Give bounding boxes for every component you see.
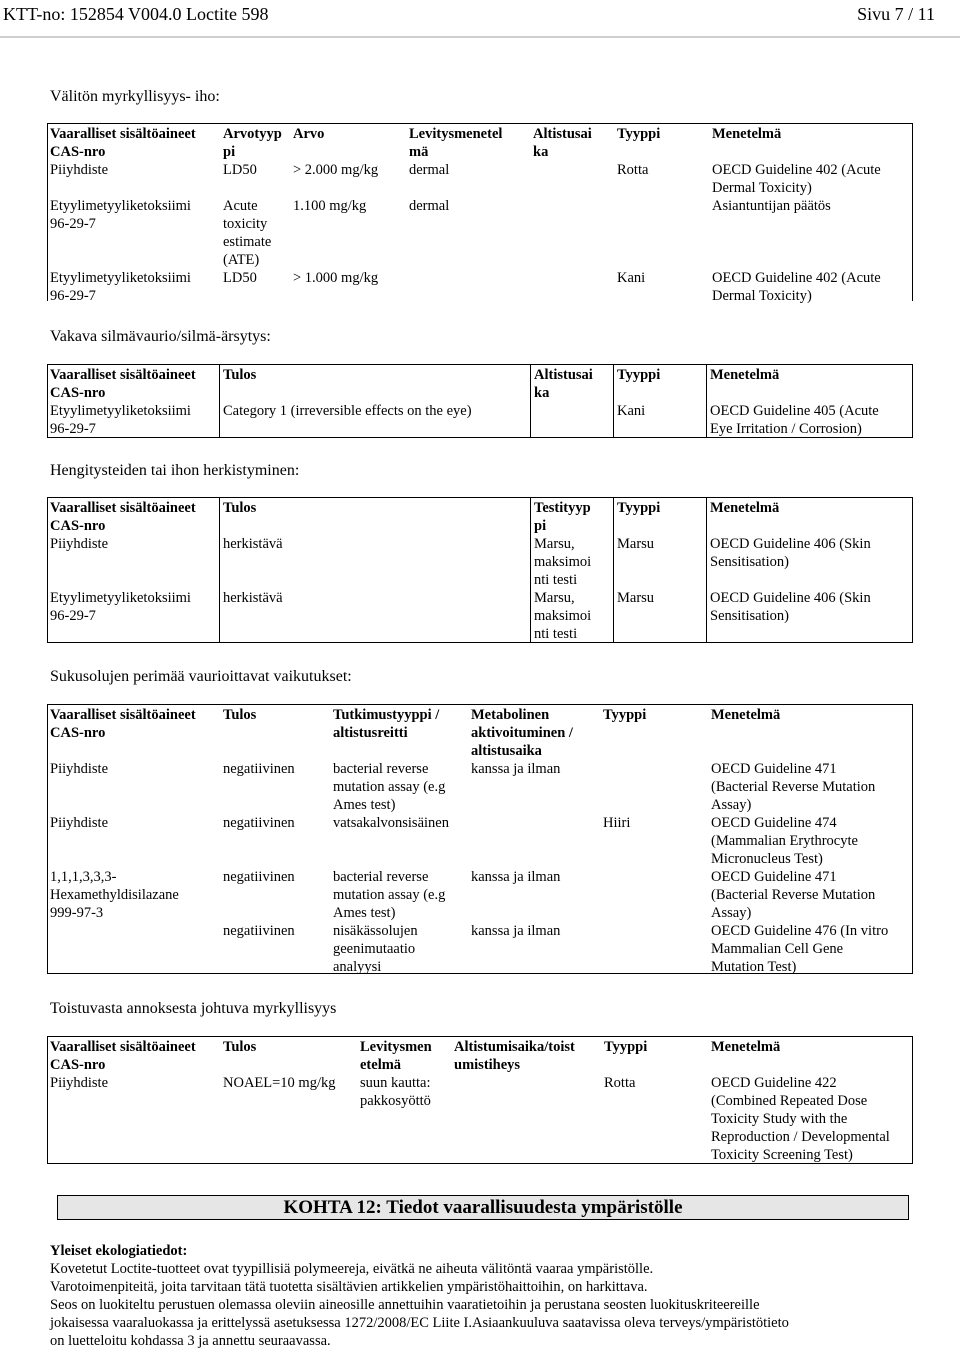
table-cell: Etyylimetyyliketoksiimi 96-29-7	[50, 270, 191, 304]
table-cell: Kani	[617, 403, 646, 419]
table-row	[47, 161, 913, 197]
section-title-sensitisation: Hengitysteiden tai ihon herkistyminen:	[50, 462, 300, 479]
column-header: Menetelmä	[711, 707, 781, 723]
table-cell: Marsu, maksimoi nti testi	[534, 590, 592, 642]
table-cell: nisäkässolujen geenimutaatio analyysi	[333, 923, 418, 975]
column-header: Menetelmä	[710, 367, 780, 383]
column-header: Altistusai ka	[534, 367, 593, 401]
column-header: Tulos	[223, 367, 257, 383]
table-cell	[468, 814, 600, 868]
table-cell: OECD Guideline 402 (Acute Dermal Toxicity)	[712, 162, 881, 196]
column-header: Tyyppi	[617, 126, 661, 142]
table-cell: Rotta	[604, 1075, 636, 1091]
table-row	[47, 269, 913, 305]
column-header: Vaaralliset sisältöaineet CAS-nro	[50, 126, 196, 160]
table-cell: vatsakalvonsisäinen	[333, 815, 449, 831]
ecology-line: jokaisessa vaaraluokassa ja erittelyssä asetuksessa 1272/2008/EC Liite I.Asiaankuuluva saatavissa oleva terveys/ympäristötieto	[50, 1315, 789, 1331]
table-cell: negatiivinen	[223, 923, 295, 939]
table-row	[47, 760, 913, 814]
column-header: Altistusai ka	[533, 126, 592, 160]
section-title-mutagenicity: Sukusolujen perimää vaurioittavat vaikutukset:	[50, 668, 352, 685]
table-row	[47, 1074, 913, 1164]
column-header: Tulos	[223, 707, 257, 723]
table-cell: Marsu	[617, 590, 655, 606]
table-cell: negatiivinen	[223, 761, 295, 777]
column-header: Tyyppi	[617, 367, 661, 383]
table-cell: bacterial reverse mutation assay (e.g Ames test)	[333, 869, 446, 921]
table-cell: OECD Guideline 476 (In vitro Mammalian Cell Gene Mutation Test)	[711, 923, 889, 975]
table-cell: kanssa ja ilman	[471, 761, 561, 777]
table-header-row	[47, 1038, 913, 1074]
table-cell: OECD Guideline 474 (Mammalian Erythrocyte Micronucleus Test)	[711, 815, 858, 867]
table-cell: Piiyhdiste	[50, 815, 109, 831]
table-cell: suun kautta: pakkosyöttö	[360, 1075, 431, 1109]
table-cell: herkistävä	[223, 590, 283, 606]
column-header: Tulos	[223, 1039, 257, 1055]
column-header: Metabolinen aktivoituminen / altistusaika	[471, 707, 573, 759]
section-title-repeated-dose: Toistuvasta annoksesta johtuva myrkyllisyys	[50, 1000, 337, 1017]
column-header: Arvo	[293, 126, 325, 142]
section-title-eye-damage: Vakava silmävaurio/silmä-ärsytys:	[50, 328, 271, 345]
table-cell: Piiyhdiste	[50, 162, 109, 178]
table-row	[47, 197, 913, 269]
table-cell: OECD Guideline 471 (Bacterial Reverse Mutation Assay)	[711, 869, 876, 921]
section-title-acute-dermal: Välitön myrkyllisyys- iho:	[50, 88, 220, 105]
ecology-info	[50, 1242, 950, 1350]
table-cell: NOAEL=10 mg/kg	[223, 1075, 336, 1091]
table-cell: Category 1 (irreversible effects on the eye)	[223, 403, 472, 419]
table-cell: Piiyhdiste	[50, 536, 109, 552]
table-cell: Acute toxicity estimate (ATE)	[223, 198, 272, 268]
table-header-row	[47, 499, 913, 535]
table-cell: LD50	[223, 270, 257, 286]
table-cell	[614, 197, 709, 269]
table-cell: Rotta	[617, 162, 649, 178]
ecology-line: Varotoimenpiteitä, joita tarvitaan tätä tuotetta sisältävien artikkelien ympäristöhaittoihin, on harkittava.	[50, 1279, 648, 1295]
column-header: Menetelmä	[712, 126, 782, 142]
table-cell: LD50	[223, 162, 257, 178]
table-cell: negatiivinen	[223, 815, 295, 831]
page-header	[0, 0, 960, 34]
table-cell	[600, 760, 708, 814]
table-cell: kanssa ja ilman	[471, 923, 561, 939]
table-header-row	[47, 125, 913, 161]
table-cell: Etyylimetyyliketoksiimi 96-29-7	[50, 590, 191, 624]
table-cell: 1,1,1,3,3,3- Hexamethyldisilazane 999-97-3	[50, 869, 179, 921]
column-header: Tyyppi	[604, 1039, 648, 1055]
column-header: Tyyppi	[603, 707, 647, 723]
table-cell: Piiyhdiste	[50, 761, 109, 777]
table-cell: OECD Guideline 405 (Acute Eye Irritation / Corrosion)	[710, 403, 879, 437]
table-cell: Marsu, maksimoi nti testi	[534, 536, 592, 588]
column-header: Levitysmenetel mä	[409, 126, 503, 160]
table-cell: Etyylimetyyliketoksiimi 96-29-7	[50, 403, 191, 437]
ecology-line: Kovetetut Loctite-tuotteet ovat tyypillisiä polymeereja, eivätkä ne aiheuta välitöntä vaaraa ympäristölle.	[50, 1261, 654, 1277]
table-cell: > 2.000 mg/kg	[293, 162, 379, 178]
table-row	[47, 402, 913, 438]
column-header: Arvotyyp pi	[223, 126, 282, 160]
ecology-text	[50, 1260, 950, 1350]
ecology-line: Seos on luokiteltu perustuen olemassa oleviin aineosille annettuihin vaaratietoihin ja perustana seosten luokituskriteereille	[50, 1297, 760, 1313]
column-header: Vaaralliset sisältöaineet CAS-nro	[50, 1039, 196, 1073]
column-header: Vaaralliset sisältöaineet CAS-nro	[50, 367, 196, 401]
column-header: Vaaralliset sisältöaineet CAS-nro	[50, 500, 196, 534]
table-cell: negatiivinen	[223, 869, 295, 885]
table-row	[47, 535, 913, 589]
table-cell: dermal	[409, 198, 450, 214]
table-cell: OECD Guideline 402 (Acute Dermal Toxicity)	[712, 270, 881, 304]
repeated-dose-table	[47, 1038, 913, 1164]
ecology-heading: Yleiset ekologiatiedot:	[50, 1243, 188, 1259]
page-number: Sivu 7 / 11	[857, 4, 935, 24]
column-header: Testityyp pi	[534, 500, 591, 534]
table-cell: bacterial reverse mutation assay (e.g Ames test)	[333, 761, 446, 813]
table-cell: dermal	[409, 162, 450, 178]
table-cell: herkistävä	[223, 536, 283, 552]
table-cell	[530, 161, 614, 197]
table-cell: Hiiri	[603, 815, 631, 831]
ecology-line: on luetteloitu kohdassa 3 ja annettu seuraavassa.	[50, 1333, 331, 1349]
document-id: KTT-no: 152854 V004.0 Loctite 598	[3, 4, 269, 24]
table-row	[47, 868, 913, 922]
table-cell: Kani	[617, 270, 646, 286]
table-row	[47, 589, 913, 643]
table-row	[47, 922, 913, 976]
table-cell: Piiyhdiste	[50, 1075, 109, 1091]
table-cell	[451, 1074, 601, 1164]
section-12-heading: KOHTA 12: Tiedot vaarallisuudesta ympäristölle	[57, 1195, 909, 1220]
table-cell: > 1.000 mg/kg	[293, 270, 379, 286]
table-row	[47, 814, 913, 868]
acute-dermal-table	[47, 125, 913, 305]
table-cell: kanssa ja ilman	[471, 869, 561, 885]
table-cell	[530, 269, 614, 305]
table-cell	[406, 269, 530, 305]
table-cell: Etyylimetyyliketoksiimi 96-29-7	[50, 198, 191, 232]
table-cell	[530, 197, 614, 269]
column-header: Menetelmä	[710, 500, 780, 516]
column-header: Menetelmä	[711, 1039, 781, 1055]
table-cell: OECD Guideline 471 (Bacterial Reverse Mutation Assay)	[711, 761, 876, 813]
table-cell: 1.100 mg/kg	[293, 198, 367, 214]
table-cell: Marsu	[617, 536, 655, 552]
table-cell: OECD Guideline 422 (Combined Repeated Dose Toxicity Study with the Reproduction / Developmental Toxicity Screening Test)	[711, 1075, 890, 1163]
header-divider	[0, 36, 960, 38]
column-header: Vaaralliset sisältöaineet CAS-nro	[50, 707, 196, 741]
column-header: Altistumisaika/toist umistiheys	[454, 1039, 575, 1073]
column-header: Levitysmen etelmä	[360, 1039, 432, 1073]
table-cell	[531, 402, 614, 438]
table-header-row	[47, 366, 913, 402]
table-cell: OECD Guideline 406 (Skin Sensitisation)	[710, 590, 871, 624]
table-cell	[600, 922, 708, 976]
mutagenicity-table	[47, 706, 913, 976]
table-header-row	[47, 706, 913, 760]
column-header: Tulos	[223, 500, 257, 516]
sensitisation-table	[47, 499, 913, 643]
eye-damage-table	[47, 366, 913, 438]
table-cell	[47, 922, 220, 976]
table-cell	[600, 868, 708, 922]
column-header: Tutkimustyyppi / altistusreitti	[333, 707, 440, 741]
table-cell: OECD Guideline 406 (Skin Sensitisation)	[710, 536, 871, 570]
table-cell: Asiantuntijan päätös	[712, 198, 831, 214]
column-header: Tyyppi	[617, 500, 661, 516]
